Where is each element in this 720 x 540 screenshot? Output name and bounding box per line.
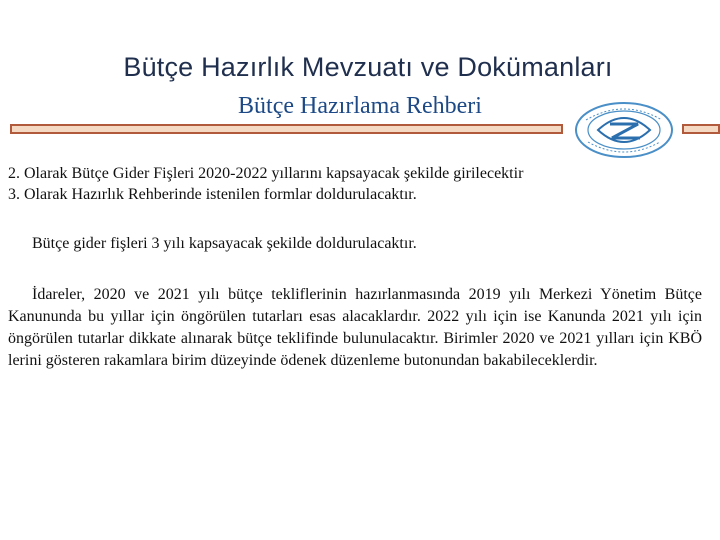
university-seal-icon <box>572 100 676 160</box>
numbered-lines <box>8 163 523 205</box>
decorative-bar-left <box>10 124 563 134</box>
numbered-line: 3. Olarak Hazırlık Rehberinde istenilen formlar doldurulacaktır. <box>8 186 417 203</box>
numbered-line: 2. Olarak Bütçe Gider Fişleri 2020-2022 yıllarını kapsayacak şekilde girilecektir <box>8 165 524 182</box>
body-paragraph: İdareler, 2020 ve 2021 yılı bütçe tekliflerinin hazırlanmasında 2019 yılı Merkezi Yönetim Bütçe Kanununda bu yıllar için öngörülen tutarları esas alacaklardır. 2022 yılı için ise Kanunda 2021 yılı için öngörülen tutarlar dikkate alınarak bütçe teklifinde bulunulacaktır. Birimler 2020 ve 2021 yılları için KBÖ lerini gösteren rakamlara birim düzeyinde ödenek düzenleme butonundan bakabileceklerdir. <box>8 286 702 369</box>
page-title: Bütçe Hazırlık Mevzuatı ve Dokümanları <box>123 52 613 82</box>
decorative-bar-right <box>682 124 720 134</box>
note-text: Bütçe gider fişleri 3 yılı kapsayacak şekilde doldurulacaktır. <box>32 235 417 252</box>
page-subtitle: Bütçe Hazırlama Rehberi <box>238 93 482 119</box>
